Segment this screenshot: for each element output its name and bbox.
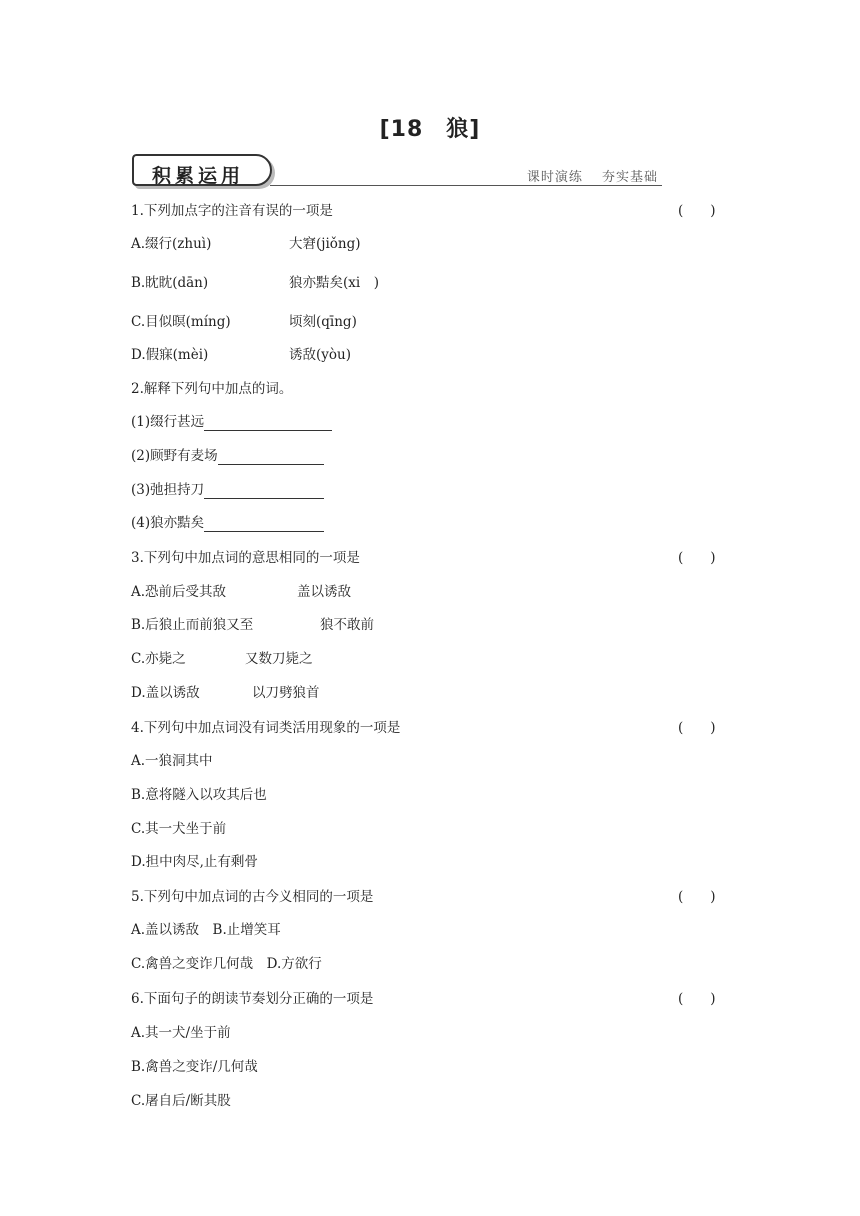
q1-option-a bbox=[131, 235, 361, 253]
q2-item-3 bbox=[131, 481, 324, 499]
q3-answer-paren: ( ) bbox=[678, 550, 716, 566]
q4-option-a: A.一狼洞其中 bbox=[131, 753, 213, 769]
q3-option-d bbox=[131, 684, 320, 702]
q3-option-b-left: B.后狼止而前狼又至 bbox=[131, 617, 254, 633]
q6-option-b: B.禽兽之变诈/几何哉 bbox=[131, 1059, 258, 1075]
q2-item-2 bbox=[131, 447, 324, 465]
q2-item-1 bbox=[131, 413, 332, 431]
q4-option-d: D.担中肉尽,止有剩骨 bbox=[131, 854, 258, 870]
lesson-title: [18 狼] bbox=[379, 117, 481, 142]
q3-stem: 3.下列句中加点词的意思相同的一项是 bbox=[131, 550, 360, 566]
banner-rule bbox=[270, 185, 662, 186]
q6-option-a: A.其一犬/坐于前 bbox=[131, 1025, 231, 1041]
q4-stem: 4.下列句中加点词没有词类活用现象的一项是 bbox=[131, 720, 401, 736]
q3-option-d-right: 以刀劈狼首 bbox=[252, 685, 320, 701]
q4-option-c: C.其一犬坐于前 bbox=[131, 821, 227, 837]
q1-option-b bbox=[131, 274, 379, 292]
q3-option-b-right: 狼不敢前 bbox=[320, 617, 374, 633]
q1-option-c bbox=[131, 313, 357, 331]
q3-option-c-left: C.亦毙之 bbox=[131, 651, 186, 667]
q3-option-b bbox=[131, 616, 374, 634]
q2-item-2-text: (2)顾野有麦场 bbox=[131, 448, 218, 464]
q1-option-d-left: D.假寐(mèi) bbox=[131, 347, 209, 363]
q2-item-4-blank[interactable] bbox=[204, 517, 324, 532]
q5-options-line-1: A.盖以诱敌 B.止增笑耳 bbox=[131, 922, 281, 938]
q4-option-b: B.意将隧入以攻其后也 bbox=[131, 787, 267, 803]
banner-tagline-2: 夯实基础 bbox=[601, 170, 658, 185]
q3-option-a-left: A.恐前后受其敌 bbox=[131, 584, 227, 600]
q2-item-4-text: (4)狼亦黠矣 bbox=[131, 515, 205, 531]
q2-stem: 2.解释下列句中加点的词。 bbox=[131, 381, 293, 397]
q2-item-3-blank[interactable] bbox=[204, 484, 324, 499]
q6-option-c: C.屠自后/断其股 bbox=[131, 1093, 231, 1109]
q1-option-b-right: 狼亦黠矣(xi ) bbox=[289, 275, 379, 291]
q2-item-3-text: (3)弛担持刀 bbox=[131, 482, 205, 498]
q1-option-d bbox=[131, 346, 351, 364]
q2-item-4 bbox=[131, 514, 324, 532]
q3-option-a-right: 盖以诱敌 bbox=[297, 584, 351, 600]
q4-answer-paren: ( ) bbox=[678, 720, 716, 736]
q5-stem: 5.下列句中加点词的古今义相同的一项是 bbox=[131, 889, 374, 905]
q2-item-1-text: (1)缀行甚远 bbox=[131, 414, 205, 430]
q2-item-1-blank[interactable] bbox=[204, 416, 332, 431]
q1-option-a-left: A.缀行(zhuì) bbox=[131, 236, 212, 252]
banner-label: 积累运用 bbox=[152, 165, 245, 187]
q1-option-a-right: 大窘(jiǒng) bbox=[289, 236, 361, 252]
q1-option-c-left: C.目似暝(míng) bbox=[131, 314, 231, 330]
q3-option-c bbox=[131, 650, 313, 668]
banner-tagline bbox=[513, 166, 658, 185]
q6-answer-paren: ( ) bbox=[678, 991, 716, 1007]
q5-answer-paren: ( ) bbox=[678, 889, 716, 905]
q1-stem: 1.下列加点字的注音有误的一项是 bbox=[131, 203, 333, 219]
q3-option-d-left: D.盖以诱敌 bbox=[131, 685, 200, 701]
section-banner bbox=[130, 152, 662, 188]
q1-option-b-left: B.眈眈(dān) bbox=[131, 275, 209, 291]
q5-options-line-2: C.禽兽之变诈几何哉 D.方欲行 bbox=[131, 956, 322, 972]
q3-option-a bbox=[131, 583, 351, 601]
q1-answer-paren: ( ) bbox=[678, 203, 716, 219]
q6-stem: 6.下面句子的朗读节奏划分正确的一项是 bbox=[131, 991, 374, 1007]
q2-item-2-blank[interactable] bbox=[218, 450, 324, 465]
banner-label-box bbox=[132, 154, 272, 186]
q3-option-c-right: 又数刀毙之 bbox=[245, 651, 313, 667]
q1-option-c-right: 顷刻(qīng) bbox=[289, 314, 357, 330]
q1-option-d-right: 诱敌(yòu) bbox=[289, 347, 351, 363]
banner-tagline-1: 课时演练 bbox=[526, 170, 583, 185]
